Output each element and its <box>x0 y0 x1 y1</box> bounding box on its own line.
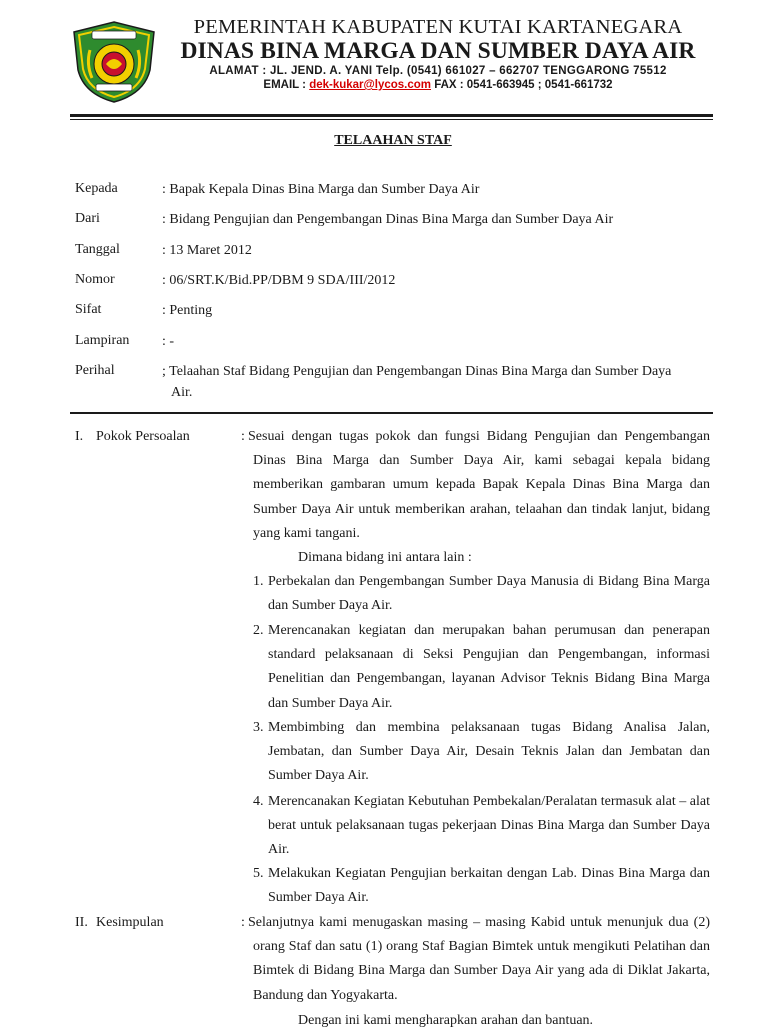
list-item-2-text: Merencanakan kegiatan dan merupakan bahan perumusan dan penerapan standard pelaksanaan di Seksi Pengujian dan Pengembangan, informasi Penelitian dan Pengembangan, layanan Advisor Teknis Bidang Bina Marga dan Sumber Daya Air. <box>268 623 710 711</box>
section-1-body: Sesuai dengan tugas pokok dan fungsi Bidang Pengujian dan Pengembangan Dinas Bina Marga dan Sumber Daya Air, kami sebagai kepala bidang memberikan gambaran umum kepada Bapak Kepala Dinas Bina Marga dan Sumber Daya Air untuk memberikan arahan, telaahan dan tindak lanjut, bidang yang kami tangani. <box>248 429 710 541</box>
letterhead-contact <box>168 79 708 91</box>
list-item-1-text: Perbekalan dan Pengembangan Sumber Daya Manusia di Bidang Bina Marga dan Sumber Daya Air. <box>268 574 710 614</box>
list-item-1-number: 1. <box>253 574 264 589</box>
section-2-closing: Dengan ini kami mengharapkan arahan dan bantuan. <box>298 1013 594 1028</box>
email-prefix: EMAIL : <box>263 79 310 91</box>
list-item-4 <box>253 790 710 863</box>
letterhead-address: ALAMAT : JL. JEND. A. YANI Telp. (0541) 661027 – 662707 TENGGARONG 75512 <box>209 65 667 77</box>
list-item-5 <box>253 862 710 910</box>
letterhead-rule-thin <box>70 119 713 120</box>
field-value-dari: : Bidang Pengujian dan Pengembangan Dinas Bina Marga dan Sumber Daya Air <box>162 212 614 227</box>
field-label-perihal: Perihal <box>75 363 115 378</box>
perihal-line2: Air. <box>171 385 193 400</box>
field-label-nomor: Nomor <box>75 272 115 287</box>
list-item-3-number: 3. <box>253 720 264 735</box>
document-title: TELAAHAN STAF <box>334 133 452 148</box>
letterhead-agency: DINAS BINA MARGA DAN SUMBER DAYA AIR <box>180 38 696 64</box>
field-value-kepada: : Bapak Kepala Dinas Bina Marga dan Sumber Daya Air <box>162 182 480 197</box>
kabupaten-emblem-logo <box>70 20 158 104</box>
section-2-label: Kesimpulan <box>96 915 164 930</box>
field-label-tanggal: Tanggal <box>75 242 120 257</box>
field-value-tanggal: : 13 Maret 2012 <box>162 243 252 258</box>
field-value-sifat: : Penting <box>162 303 213 318</box>
field-value-perihal <box>162 361 712 403</box>
perihal-line1: ; Telaahan Staf Bidang Pengujian dan Pengembangan Dinas Bina Marga dan Sumber Daya <box>162 364 672 379</box>
section-divider <box>70 412 713 414</box>
letterhead-government: PEMERINTAH KABUPATEN KUTAI KARTANEGARA <box>193 16 683 38</box>
fax-text: FAX : 0541-663945 ; 0541-661732 <box>431 79 613 91</box>
field-label-sifat: Sifat <box>75 302 102 317</box>
field-label-dari: Dari <box>75 211 100 226</box>
field-value-lampiran: : - <box>162 334 175 349</box>
list-item-2 <box>253 619 710 716</box>
field-label-lampiran: Lampiran <box>75 333 130 348</box>
email-link[interactable]: dek-kukar@lycos.com <box>309 79 431 91</box>
section-2-body: Selanjutnya kami menugaskan masing – masing Kabid untuk menunjuk dua (2) orang Staf dan satu (1) orang Staf Bagian Bimtek untuk mengikuti Pelatihan dan Bimtek di Bidang Bina Marga dan Sumber Daya Air yang ada di Diklat Jakarta, Bandung dan Yogyakarta. <box>248 915 710 1003</box>
section-1-intro: Dimana bidang ini antara lain : <box>298 550 472 565</box>
section-2-number: II. <box>75 915 88 930</box>
list-item-2-number: 2. <box>253 623 264 638</box>
list-item-5-text: Melakukan Kegiatan Pengujian berkaitan dengan Lab. Dinas Bina Marga dan Sumber Daya Air. <box>268 866 710 906</box>
field-value-nomor: : 06/SRT.K/Bid.PP/DBM 9 SDA/III/2012 <box>162 273 396 288</box>
list-item-3-text: Membimbing dan membina pelaksanaan tugas Bidang Analisa Jalan, Jembatan, dan Sumber Daya Air, Desain Teknis Jalan dan Jembatan dan Sumber Daya Air. <box>268 720 710 784</box>
list-item-4-text: Merencanakan Kegiatan Kebutuhan Pembekalan/Peralatan termasuk alat – alat berat untuk pelaksanaan tugas pekerjaan Dinas Bina Marga dan Sumber Daya Air. <box>268 794 710 858</box>
section-1-label: Pokok Persoalan <box>96 429 190 444</box>
list-item-4-number: 4. <box>253 794 264 809</box>
field-label-kepada: Kepada <box>75 181 118 196</box>
list-item-1 <box>253 570 710 618</box>
list-item-5-number: 5. <box>253 866 264 881</box>
list-item-3 <box>253 716 710 789</box>
section-1-colon: : <box>241 429 245 444</box>
letterhead-rule-thick <box>70 114 713 117</box>
section-1-number: I. <box>75 429 84 444</box>
section-2-colon: : <box>241 915 245 930</box>
